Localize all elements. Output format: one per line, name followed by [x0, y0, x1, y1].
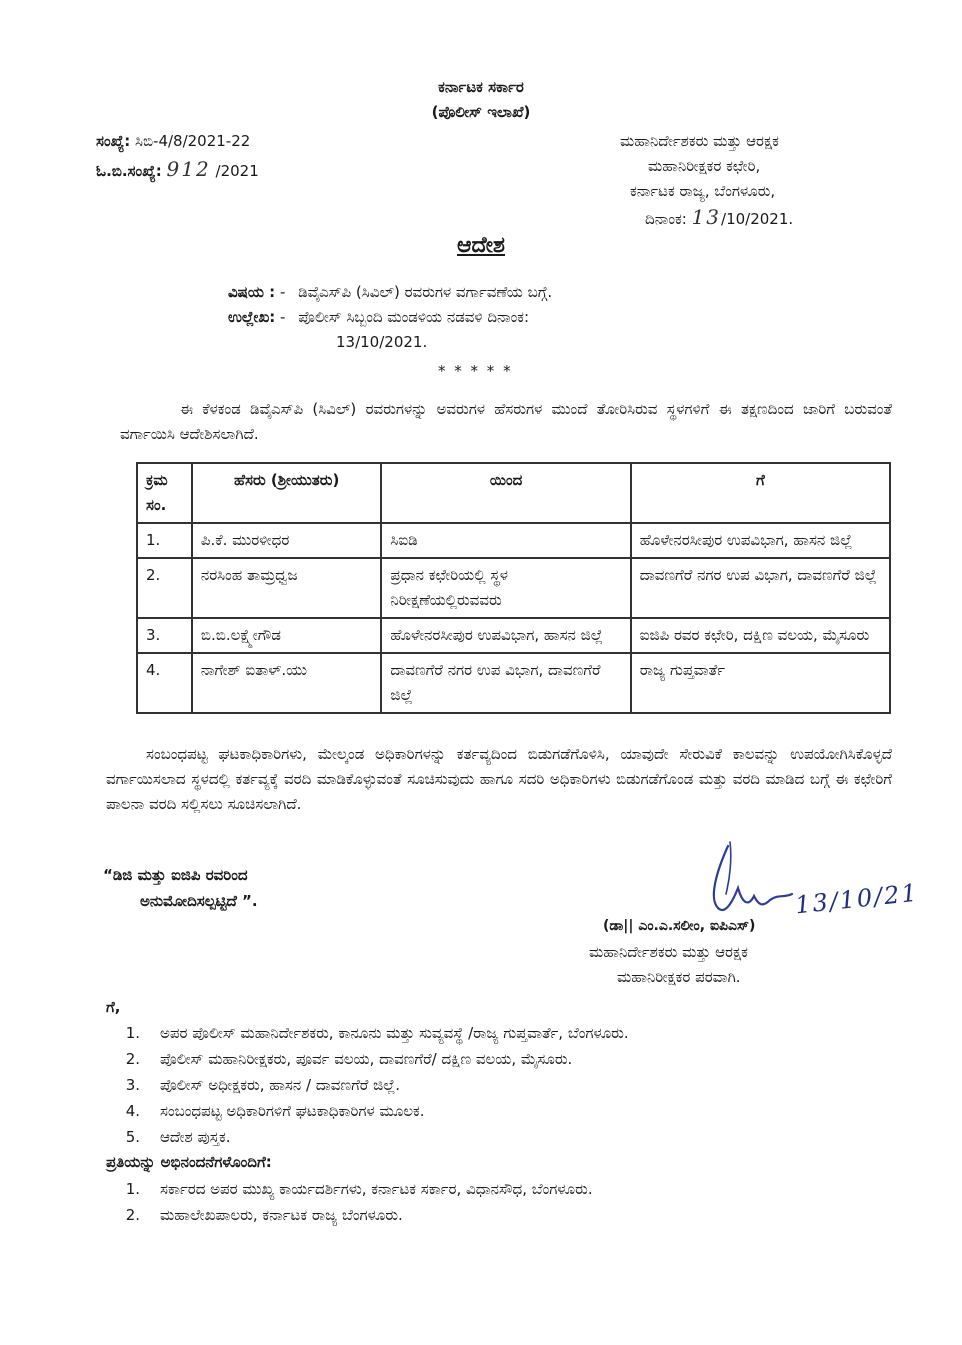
- ob-number-handwritten: 912: [166, 157, 211, 181]
- signatory-designation1: ಮಹಾನಿರ್ದೇಶಕರು ಮತ್ತು ಆರಕ್ಷಕ: [589, 943, 748, 961]
- table-row: [137, 558, 890, 618]
- item-number: 2.: [125, 1206, 140, 1224]
- list-item: [100, 1024, 629, 1042]
- cell-from: ಪ್ರಧಾನ ಕಛೇರಿಯಲ್ಲಿ ಸ್ಥಳ ನಿರೀಕ್ಷಣೆಯಲ್ಲಿರುವವರು: [381, 558, 630, 618]
- cell-sno: 2.: [137, 558, 192, 618]
- cell-name: ಪಿ.ಕೆ. ಮುರಳೀಧರ: [192, 523, 382, 558]
- cell-to: ರಾಜ್ಯ ಗುಪ್ತವಾರ್ತೆ: [631, 653, 890, 713]
- list-item: [100, 1076, 400, 1094]
- separator-stars: * * * * *: [438, 362, 513, 380]
- cell-sno: 1.: [137, 523, 192, 558]
- item-text: ಅಪರ ಪೊಲೀಸ್ ಮಹಾನಿರ್ದೇಶಕರು, ಕಾನೂನು ಮತ್ತು ಸುವ್ಯವಸ್ಥೆ /ರಾಜ್ಯ ಗುಪ್ತವಾರ್ತೆ, ಬೆಂಗಳೂರು.: [160, 1024, 629, 1042]
- list-item: [100, 1050, 572, 1068]
- subject-label: ವಿಷಯ :: [228, 283, 276, 301]
- item-number: 4.: [125, 1102, 140, 1120]
- ref-number: [96, 132, 250, 150]
- table-header-row: [137, 463, 890, 523]
- list-item: [100, 1128, 230, 1146]
- reference-dash: -: [280, 308, 286, 326]
- cell-name: ಬಿ.ಬಿ.ಲಕ್ಷ್ಮೇಗೌಡ: [192, 618, 382, 653]
- ob-number: [96, 157, 259, 181]
- cell-to: ಹೊಳೇನರಸೀಪುರ ಉಪವಿಭಾಗ, ಹಾಸನ ಜಿಲ್ಲೆ: [631, 523, 890, 558]
- body-paragraph: ಸಂಬಂಧಪಟ್ಟ ಘಟಕಾಧಿಕಾರಿಗಳು, ಮೇಲ್ಕಂಡ ಅಧಿಕಾರಿಗಳನ್ನು ಕರ್ತವ್ಯದಿಂದ ಬಿಡುಗಡೆಗೊಳಿಸಿ, ಯಾವುದೇ ಸೇರುವಿಕೆ ಕಾಲವನ್ನು ಉಪಯೋಗಿಸಿಕೊಳ್ಳದೆ ವರ್ಗಾಯಿಸಲಾದ ಸ್ಥಳದಲ್ಲಿ ಕರ್ತವ್ಯಕ್ಕೆ ವರದಿ ಮಾಡಿಕೊಳ್ಳುವಂತೆ ಸೂಚಿಸುವುದು ಹಾಗೂ ಸದರಿ ಅಧಿಕಾರಿಗಳು ಬಿಡುಗಡೆಗೊಂಡ ಮತ್ತು ವರದಿ ಮಾಡಿದ ಬಗ್ಗೆ ಈ ಕಛೇರಿಗೆ ಪಾಲನಾ ವರದಿ ಸಲ್ಲಿಸಲು ಸೂಚಿಸಲಾಗಿದೆ.: [106, 745, 892, 813]
- item-text: ಆದೇಶ ಪುಸ್ತಕ.: [160, 1128, 231, 1146]
- subject-dash: -: [279, 283, 286, 301]
- signature-date-handwritten: 13/10/21: [793, 878, 920, 920]
- ref-number-value: ಸಿಬಿ-4/8/2021-22: [134, 132, 251, 150]
- item-text: ಪೊಲೀಸ್ ಮಹಾನಿರೀಕ್ಷಕರು, ಪೂರ್ವ ವಲಯ, ದಾವಣಗೆರೆ/ ದಕ್ಷಿಣ ವಲಯ, ಮೈಸೂರು.: [160, 1050, 573, 1068]
- item-number: 1.: [125, 1180, 140, 1198]
- office-line1: ಮಹಾನಿರ್ದೇಶಕರು ಮತ್ತು ಆರಕ್ಷಕ: [620, 132, 779, 150]
- office-date-handwritten: 13: [691, 205, 722, 229]
- header-from: ಯಿಂದ: [381, 463, 630, 523]
- item-number: 3.: [125, 1076, 140, 1094]
- cell-from: ದಾವಣಗೆರೆ ನಗರ ಉಪ ವಿಭಾಗ, ದಾವಣಗೆರೆ ಜಿಲ್ಲೆ: [381, 653, 630, 713]
- office-line2: ಮಹಾನಿರೀಕ್ಷಕರ ಕಛೇರಿ,: [648, 157, 761, 175]
- cell-name: ನರಸಿಂಹ ತಾಮ್ರಧ್ವಜ: [192, 558, 382, 618]
- header-to: ಗೆ: [631, 463, 890, 523]
- to-label: ಗೆ,: [106, 998, 121, 1016]
- item-number: 2.: [125, 1050, 140, 1068]
- ob-number-label: ಓ.ಬಿ.ಸಂಖ್ಯೆ:: [96, 162, 162, 180]
- table-row: [137, 523, 890, 558]
- ob-number-suffix: /2021: [215, 162, 259, 180]
- reference-line: [228, 308, 529, 326]
- intro-paragraph: ಈ ಕೆಳಕಂಡ ಡಿವೈಎಸ್‌ಪಿ (ಸಿವಿಲ್) ರವರುಗಳನ್ನು ಅವರುಗಳ ಹೆಸರುಗಳ ಮುಂದೆ ತೋರಿಸಿರುವ ಸ್ಥಳಗಳಿಗೆ ಈ ತಕ್ಷಣದಿಂದ ಜಾರಿಗೆ ಬರುವಂತೆ ವರ್ಗಾಯಿಸಿ ಆದೇಶಿಸಲಾಗಿದೆ.: [120, 400, 892, 443]
- list-item: [100, 1180, 593, 1198]
- item-text: ಮಹಾಲೇಖಪಾಲರು, ಕರ್ನಾಟಕ ರಾಜ್ಯ ಬೆಂಗಳೂರು.: [160, 1206, 403, 1224]
- cell-from: ಸಿಐಡಿ: [381, 523, 630, 558]
- cell-sno: 4.: [137, 653, 192, 713]
- list-item: [100, 1102, 425, 1120]
- office-date-suffix: /10/2021.: [721, 210, 794, 228]
- list-item: [100, 1206, 403, 1224]
- header-name: ಹೆಸರು (ಶ್ರೀಯುತರು): [192, 463, 382, 523]
- item-text: ಪೊಲೀಸ್ ಅಧೀಕ್ಷಕರು, ಹಾಸನ / ದಾವಣಗೆರೆ ಜಿಲ್ಲೆ.: [160, 1076, 401, 1094]
- signatory-name: (ಡಾ|| ಎಂ.ಎ.ಸಲೀಂ, ಐಪಿಎಸ್): [603, 918, 756, 934]
- item-number: 1.: [125, 1024, 140, 1042]
- signatory-designation2: ಮಹಾನಿರೀಕ್ಷಕರ ಪರವಾಗಿ.: [617, 968, 741, 986]
- subject-text: ಡಿವೈಎಸ್‌ಪಿ (ಸಿವಿಲ್) ರವರುಗಳ ವರ್ಗಾವಣೆಯ ಬಗ್ಗೆ.: [298, 283, 553, 301]
- item-text: ಸರ್ಕಾರದ ಅಪರ ಮುಖ್ಯ ಕಾರ್ಯದರ್ಶಿಗಳು, ಕರ್ನಾಟಕ ಸರ್ಕಾರ, ವಿಧಾನಸೌಧ, ಬೆಂಗಳೂರು.: [160, 1180, 593, 1198]
- table-row: [137, 653, 890, 713]
- cell-to: ಐಜಿಪಿ ರವರ ಕಛೇರಿ, ದಕ್ಷಿಣ ವಲಯ, ಮೈಸೂರು: [631, 618, 890, 653]
- dept-title: (ಪೊಲೀಸ್ ಇಲಾಖೆ): [431, 103, 531, 121]
- cell-name: ನಾಗೇಶ್ ಐತಾಳ್.ಯು: [192, 653, 382, 713]
- copy-label: ಪ್ರತಿಯನ್ನು ಅಭಿನಂದನೆಗಳೊಂದಿಗೆ:: [106, 1153, 272, 1171]
- approval-line1: “ಡಿಜಿ ಮತ್ತು ಐಜಿಪಿ ರವರಿಂದ: [103, 866, 248, 884]
- ref-number-label: ಸಂಖ್ಯೆ:: [96, 132, 131, 150]
- govt-title: ಕರ್ನಾಟಕ ಸರ್ಕಾರ: [438, 78, 524, 96]
- item-number: 5.: [125, 1128, 140, 1146]
- reference-date: 13/10/2021.: [336, 333, 428, 351]
- transfer-table: [136, 462, 891, 714]
- cell-sno: 3.: [137, 618, 192, 653]
- office-date-label: ದಿನಾಂಕ:: [645, 210, 687, 228]
- item-text: ಸಂಬಂಧಪಟ್ಟ ಅಧಿಕಾರಿಗಳಿಗೆ ಘಟಕಾಧಿಕಾರಿಗಳ ಮೂಲಕ.: [160, 1102, 425, 1120]
- reference-label: ಉಲ್ಲೇಖ:: [228, 308, 276, 326]
- header-sno: ಕ್ರಮ ಸಂ.: [137, 463, 192, 523]
- order-title: ಆದೇಶ: [456, 233, 505, 258]
- office-date: [645, 205, 793, 229]
- reference-text: ಪೊಲೀಸ್ ಸಿಬ್ಬಂದಿ ಮಂಡಳಿಯ ನಡವಳಿ ದಿನಾಂಕ:: [298, 308, 530, 326]
- cell-to: ದಾವಣಗೆರೆ ನಗರ ಉಪ ವಿಭಾಗ, ದಾವಣಗೆರೆ ಜಿಲ್ಲೆ: [631, 558, 890, 618]
- table-row: [137, 618, 890, 653]
- cell-from: ಹೊಳೇನರಸೀಪುರ ಉಪವಿಭಾಗ, ಹಾಸನ ಜಿಲ್ಲೆ: [381, 618, 630, 653]
- approval-line2: ಅನುಮೋದಿಸಲ್ಪಟ್ಟಿದೆ ”.: [140, 892, 258, 910]
- subject-line: [228, 283, 552, 301]
- office-line3: ಕರ್ನಾಟಕ ರಾಜ್ಯ, ಬೆಂಗಳೂರು,: [630, 182, 776, 200]
